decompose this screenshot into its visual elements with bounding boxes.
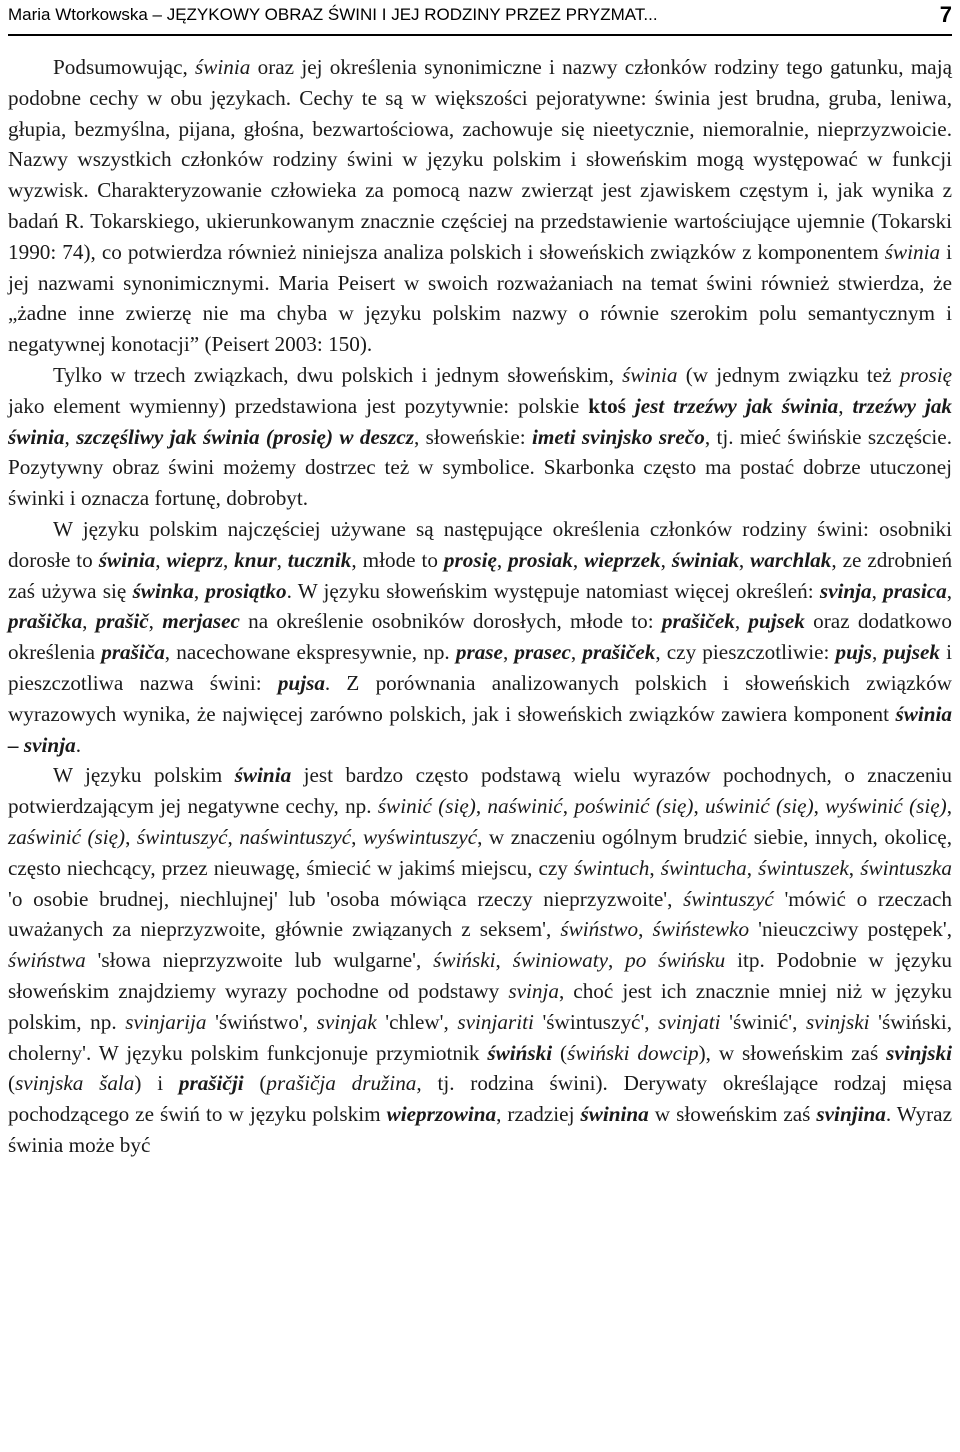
emphasized-term-text: jest trzeźwy jak świnia [634, 393, 839, 418]
emphasized-term-text: świnia – svinja [8, 701, 952, 757]
text-run [626, 394, 635, 418]
emphasized-term [166, 548, 223, 572]
emphasized-term [582, 640, 655, 664]
emphasized-term-text: prašiček [661, 609, 735, 634]
emphasized-term-text: prašiček [582, 640, 656, 665]
emphasized-term-text: svinjski [886, 1040, 953, 1065]
emphasized-term [8, 609, 82, 633]
text-run: i jej nazwami synonimicznymi. Maria Peisert w swoich rozważaniach na temat świni również stwierdza, że „żadne inne zwierzę nie ma chyba w języku polskim nazwy o równie szerokim polu semantycznym i negatywnej konotacji” (Peisert 2003: 150). [8, 239, 953, 357]
emphasized-term [162, 609, 240, 633]
emphasized-term [99, 548, 156, 572]
text-run: , w znaczeniu ogólnym brudzić siebie, innych, okolicę, często niechcący, przez nieuwagę, śmiecić w jakimś miejscu, czy [8, 824, 952, 880]
text-run: 'świntuszyć', [533, 1009, 659, 1034]
emphasized-term: zaświnić (się) [8, 824, 126, 849]
emphasized-term [487, 1041, 552, 1065]
text-run: , [570, 640, 583, 665]
emphasized-term: svinjski [805, 1009, 870, 1034]
emphasized-term: svinjarija [125, 1009, 207, 1034]
text-run: , [193, 578, 206, 603]
emphasized-term: świntuch [574, 855, 650, 880]
text-run: , [148, 609, 163, 634]
running-title: Maria Wtorkowska – JĘZYKOWY OBRAZ ŚWINI I JEJ RODZINY PRZEZ PRYZMAT... [8, 5, 658, 24]
emphasized-term [584, 548, 661, 572]
emphasized-term: uświnić (się) [705, 794, 814, 819]
text-run: , choć jest ich znacznie mniej niż w języku polskim, np. [8, 978, 952, 1034]
text-run: , [227, 824, 240, 849]
page-number: 7 [939, 2, 952, 27]
text-run: 'świnić', [720, 1009, 806, 1034]
text-run: , młode to [351, 547, 444, 572]
text-run: , [734, 609, 749, 634]
emphasized-term-text: merjasec [162, 609, 240, 634]
text-run: , [125, 824, 137, 849]
emphasized-term-text: świniak [671, 547, 739, 572]
emphasized-term-text: prosiątko [205, 578, 287, 603]
text-run: , [82, 609, 96, 634]
text-run: , [738, 547, 751, 572]
article-body [8, 52, 952, 1161]
emphasized-term-text: trzeźwy jak świnia [8, 393, 953, 449]
text-run: itp. Podobnie w języku słoweńskim znajdziemy wyrazy pochodne od podstawy [8, 948, 953, 1003]
text-run: , [155, 547, 167, 572]
text-run: i pieszczotliwa nazwa świni: [8, 640, 953, 695]
emphasized-term [816, 1102, 885, 1126]
emphasized-term-text: prašička [8, 609, 83, 634]
emphasized-term [508, 548, 573, 572]
emphasized-term-text: prasec [514, 640, 571, 665]
text-run: na określenie osobników dorosłych, młode to: [239, 609, 662, 634]
emphasized-term [836, 640, 873, 664]
emphasized-term: świntucha [660, 855, 747, 880]
emphasized-term [101, 640, 165, 664]
text-run: (w jednym związku też [677, 362, 900, 387]
text-run: , [848, 855, 861, 880]
text-run: , [608, 948, 626, 973]
text-run: , [946, 794, 953, 819]
emphasized-term-text: wieprzowina [386, 1102, 497, 1127]
text-run: jest bardzo często podstawą wielu wyrazów pochodnych, o znaczeniu potwierdzającym jej negatywne cechy, np. [8, 763, 952, 819]
emphasized-term [96, 609, 149, 633]
emphasized-term [456, 640, 503, 664]
emphasized-term [820, 579, 872, 603]
text-run: ( [552, 1040, 568, 1065]
emphasized-term: wyświnić (się) [825, 794, 947, 819]
text-run: . W języku słoweńskim występuje natomiast więcej określeń: [286, 578, 820, 603]
emphasized-term [278, 671, 325, 695]
text-run: W języku polskim [53, 763, 235, 788]
emphasized-term: po świńsku [625, 948, 726, 973]
emphasized-term-text: prosię [443, 547, 497, 572]
emphasized-term-text: prašičji [178, 1071, 244, 1096]
emphasized-term: świństewko [652, 917, 750, 942]
emphasized-term [234, 548, 276, 572]
emphasized-term [76, 425, 414, 449]
emphasized-term [884, 640, 941, 664]
emphasized-term-text: świnina [580, 1102, 649, 1127]
text-run: oraz jej określenia synonimiczne i nazwy członków rodziny tego gatunku, mają podobne cechy w obu językach. Cechy te są w większości pejoratywne: świnia jest brudna, gruba, leniwa, głupia, bezmyślna, pijana, głośna, bezwartościowa, zachowuje się nieetycznie, niemoralnie, nieprzyzwoicie. Nazwy wszystkich członków rodziny świni w języku polskim i słoweńskim mogą występować w funkcji wyzwisk. Charakteryzowanie człowieka za pomocą nazw zwierząt jest zjawiskem częstym i, jak wynika z badań R. Tokarskiego, ukierunkowanym znacznie częściej na przedstawienie wartościujące ujemnie (Tokarski 1990: 74), co potwierdza również niniejsza analiza polskich i słoweńskich związków z komponentem [8, 55, 952, 264]
emphasized-term [883, 579, 947, 603]
text-run: , [660, 547, 672, 572]
text-run: , tj. rodzina świni). Derywaty określające rodzaj mięsa pochodzącego ze świń to w języku polskim [8, 1071, 953, 1127]
emphasized-term: ktoś [588, 393, 626, 418]
text-run: ( [243, 1071, 267, 1096]
emphasized-term-text: pujsa [277, 670, 325, 695]
emphasized-term-text: wieprzek [584, 547, 661, 572]
text-run: , [562, 794, 575, 819]
emphasized-term: świnia [195, 55, 251, 79]
emphasized-term-text: świnka [132, 578, 194, 603]
emphasized-term [205, 579, 286, 603]
emphasized-term [288, 548, 352, 572]
emphasized-term-text: prase [455, 640, 503, 665]
text-run: , [872, 640, 884, 665]
emphasized-term-text: pujs [835, 640, 873, 665]
text-run: , [496, 547, 509, 572]
emphasized-term: svinja [508, 978, 559, 1003]
emphasized-term [886, 1041, 952, 1065]
text-run: ) i [134, 1071, 179, 1096]
emphasized-term: świństwo [560, 917, 639, 942]
text-run: , [813, 794, 826, 819]
emphasized-term-text: prašič [95, 609, 149, 634]
emphasized-term: świniowaty [512, 948, 608, 973]
emphasized-term: prašičja družina [266, 1071, 417, 1096]
emphasized-term: świnić (się) [377, 794, 476, 819]
emphasized-term [662, 609, 735, 633]
text-run: , słoweńskie: [413, 424, 533, 449]
emphasized-term-text: warchlak [750, 547, 832, 572]
text-run: , [351, 824, 363, 849]
emphasized-term-text: tucznik [287, 547, 352, 572]
emphasized-term-text: knur [234, 547, 277, 572]
emphasized-term: wyświntuszyć [362, 824, 478, 849]
text-run: , [502, 640, 515, 665]
emphasized-term [748, 609, 805, 633]
text-run: , [649, 855, 661, 880]
text-run: W języku polskim najczęściej używane są następujące określenia członków rodziny świni: osobniki dorosłe to [8, 516, 952, 572]
paragraph-positive-image [8, 360, 952, 514]
emphasized-term: świński [433, 948, 496, 973]
paragraph-family-names [8, 514, 952, 760]
text-run: jako element wymienny) przedstawiona jest pozytywnie: polskie [8, 393, 589, 418]
emphasized-term [444, 548, 497, 572]
emphasized-term: prosię [899, 362, 952, 387]
text-run: ), w słoweńskim zaś [698, 1040, 887, 1065]
text-run: ( [8, 1071, 16, 1096]
emphasized-term: naświnić [487, 794, 563, 819]
text-run: , [222, 547, 235, 572]
text-run: w słoweńskim zaś [648, 1102, 817, 1127]
text-run: , [746, 855, 759, 880]
text-run: . Wyraz świnia może być [8, 1102, 952, 1157]
text-run: 'o osobie brudnej, niechlujnej' lub 'osoba mówiąca rzeczy nieprzyzwoite', [8, 886, 684, 911]
text-run: 'słowa nieprzyzwoite lub wulgarne', [85, 948, 434, 973]
emphasized-term [580, 1102, 648, 1126]
text-run: , [495, 948, 513, 973]
emphasized-term: svinjak [316, 1009, 377, 1034]
text-run: , czy pieszczotliwie: [655, 640, 836, 665]
emphasized-term-text: świński [487, 1040, 553, 1065]
emphasized-term-text: świnia [234, 763, 292, 788]
text-run: , rzadziej [496, 1102, 581, 1127]
text-run: 'mówić o rzeczach uważanych za nieprzyzwoite, głównie związanych z seksem', [8, 886, 952, 942]
emphasized-term [672, 548, 739, 572]
text-run: . [75, 732, 81, 757]
text-run: 'nieuczciwy postępek', [749, 917, 953, 942]
text-run: , nacechowane ekspresywnie, np. [164, 640, 456, 665]
emphasized-term-text: wieprz [166, 547, 223, 572]
emphasized-term-text: svinjina [816, 1102, 886, 1127]
emphasized-term-text: svinja [819, 578, 872, 603]
text-run: , [946, 578, 953, 603]
emphasized-term: świństwa [8, 948, 86, 973]
text-run: , [64, 424, 77, 449]
text-run: , [475, 794, 488, 819]
emphasized-term: svinjariti [457, 1009, 534, 1034]
text-run: , [276, 547, 288, 572]
text-run: 'świństwo', [206, 1009, 317, 1034]
emphasized-term: svinjati [658, 1009, 721, 1034]
text-run: oraz dodatkowo określenia [8, 609, 952, 665]
emphasized-term: świnia [884, 239, 941, 264]
text-run: . Z porównania analizowanych polskich i słoweńskich związków wyrazowych wynika, że najwięcej zarówno polskich, jak i słoweńskich związków zawiera komponent [8, 670, 952, 726]
emphasized-term: świnia [622, 362, 678, 387]
emphasized-term-text: prasica [883, 578, 947, 603]
text-run: , [572, 547, 585, 572]
emphasized-term-text: szczęśliwy jak świnia (prosię) w deszcz [76, 424, 414, 449]
emphasized-term: świński dowcip [567, 1040, 699, 1065]
emphasized-term: svinjska šala [15, 1071, 135, 1096]
text-run: , [838, 393, 853, 418]
paragraph-derivatives [8, 760, 952, 1160]
emphasized-term: świntuszyć [683, 886, 774, 911]
text-run: , [638, 917, 653, 942]
emphasized-term [635, 394, 838, 418]
emphasized-term [235, 763, 292, 787]
text-run: 'świński, cholerny'. W języku polskim funkcjonuje przymiotnik [8, 1009, 953, 1065]
emphasized-term [387, 1102, 497, 1126]
emphasized-term: świntuszka [860, 855, 953, 880]
emphasized-term: świntuszyć [136, 824, 228, 849]
text-run: , ze zdrobnień zaś używa się [8, 547, 953, 603]
emphasized-term [179, 1071, 244, 1095]
emphasized-term: świntuszek [758, 855, 849, 880]
paragraph-summary [8, 52, 952, 360]
emphasized-term-text: pujsek [883, 640, 941, 665]
emphasized-term [750, 548, 831, 572]
running-header [8, 0, 952, 36]
emphasized-term: poświnić (się) [574, 794, 694, 819]
text-run: , tj. mieć świńskie szczęście. Pozytywny obraz świni możemy dostrzec też w symbolice. Skarbonka często ma postać dobrze utuczonej świnki i oznacza fortunę, dobrobyt. [8, 424, 953, 511]
emphasized-term-text: prosiak [508, 547, 573, 572]
emphasized-term-text: prašiča [101, 640, 165, 665]
text-run: Podsumowując, [53, 55, 196, 79]
text-run: , [871, 578, 884, 603]
emphasized-term-text: pujsek [748, 609, 805, 634]
text-run: Tylko w trzech związkach, dwu polskich i jednym słoweńskim, [53, 362, 623, 387]
emphasized-term [532, 425, 705, 449]
emphasized-term-text: imeti svinjsko srečo [532, 424, 705, 449]
emphasized-term [133, 579, 194, 603]
text-run: 'chlew', [376, 1009, 458, 1034]
emphasized-term-text: świnia [98, 547, 156, 572]
emphasized-term: naświntuszyć [239, 824, 352, 849]
emphasized-term [514, 640, 571, 664]
text-run: , [693, 794, 705, 819]
